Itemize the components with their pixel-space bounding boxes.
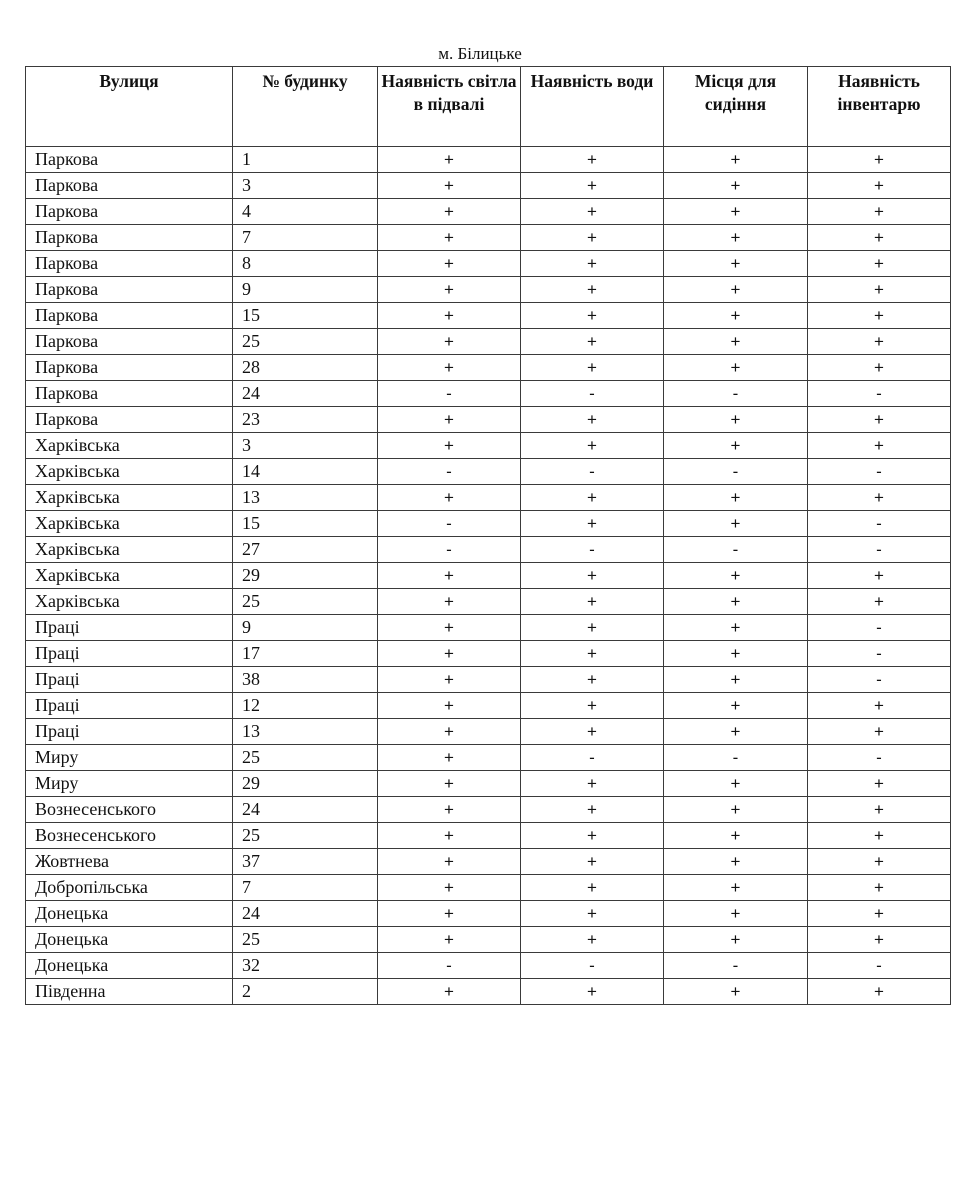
inventory-cell: -: [808, 667, 951, 693]
light-cell: -: [378, 953, 521, 979]
inventory-cell: +: [808, 693, 951, 719]
street-cell: Праці: [26, 719, 233, 745]
light-cell: +: [378, 615, 521, 641]
seats-cell: +: [664, 433, 808, 459]
light-cell: +: [378, 979, 521, 1005]
house-number-cell: 29: [233, 771, 378, 797]
water-cell: +: [521, 147, 664, 173]
seats-cell: -: [664, 381, 808, 407]
water-cell: +: [521, 771, 664, 797]
water-cell: +: [521, 667, 664, 693]
inventory-cell: +: [808, 823, 951, 849]
house-number-cell: 38: [233, 667, 378, 693]
light-cell: +: [378, 147, 521, 173]
house-number-cell: 14: [233, 459, 378, 485]
seats-cell: +: [664, 901, 808, 927]
house-number-cell: 24: [233, 381, 378, 407]
seats-cell: +: [664, 719, 808, 745]
water-cell: +: [521, 615, 664, 641]
header-inventory: Наявність інвентарю: [808, 67, 951, 147]
street-cell: Паркова: [26, 251, 233, 277]
house-number-cell: 24: [233, 901, 378, 927]
house-number-cell: 15: [233, 511, 378, 537]
water-cell: +: [521, 797, 664, 823]
table-row: [26, 745, 951, 771]
house-number-cell: 7: [233, 875, 378, 901]
water-cell: +: [521, 355, 664, 381]
water-cell: -: [521, 745, 664, 771]
water-cell: +: [521, 303, 664, 329]
house-number-cell: 13: [233, 485, 378, 511]
table-row: [26, 927, 951, 953]
seats-cell: +: [664, 927, 808, 953]
inventory-cell: -: [808, 641, 951, 667]
house-number-cell: 12: [233, 693, 378, 719]
street-cell: Паркова: [26, 329, 233, 355]
house-number-cell: 4: [233, 199, 378, 225]
inventory-cell: -: [808, 459, 951, 485]
light-cell: +: [378, 303, 521, 329]
street-cell: Вознесенського: [26, 823, 233, 849]
street-cell: Харківська: [26, 589, 233, 615]
table-row: [26, 537, 951, 563]
street-cell: Донецька: [26, 927, 233, 953]
table-row: [26, 511, 951, 537]
street-cell: Паркова: [26, 277, 233, 303]
street-cell: Харківська: [26, 563, 233, 589]
inventory-cell: -: [808, 381, 951, 407]
table-row: [26, 849, 951, 875]
street-cell: Миру: [26, 745, 233, 771]
water-cell: +: [521, 407, 664, 433]
table-row: [26, 303, 951, 329]
water-cell: +: [521, 511, 664, 537]
street-cell: Харківська: [26, 511, 233, 537]
table-row: [26, 199, 951, 225]
inventory-cell: +: [808, 173, 951, 199]
table-row: [26, 173, 951, 199]
water-cell: +: [521, 719, 664, 745]
table-row: [26, 485, 951, 511]
inventory-cell: +: [808, 355, 951, 381]
inventory-cell: -: [808, 537, 951, 563]
light-cell: +: [378, 589, 521, 615]
seats-cell: +: [664, 641, 808, 667]
street-cell: Харківська: [26, 459, 233, 485]
inventory-cell: +: [808, 303, 951, 329]
street-cell: Жовтнева: [26, 849, 233, 875]
light-cell: +: [378, 355, 521, 381]
water-cell: +: [521, 563, 664, 589]
light-cell: +: [378, 173, 521, 199]
table-row: [26, 667, 951, 693]
seats-cell: +: [664, 199, 808, 225]
house-number-cell: 25: [233, 589, 378, 615]
seats-cell: -: [664, 537, 808, 563]
water-cell: +: [521, 927, 664, 953]
inventory-cell: +: [808, 251, 951, 277]
house-number-cell: 9: [233, 615, 378, 641]
light-cell: +: [378, 849, 521, 875]
seats-cell: +: [664, 667, 808, 693]
inventory-cell: +: [808, 485, 951, 511]
inventory-cell: +: [808, 225, 951, 251]
street-cell: Паркова: [26, 355, 233, 381]
street-cell: Донецька: [26, 901, 233, 927]
table-row: [26, 147, 951, 173]
shelter-table: [25, 66, 951, 1005]
table-body: [26, 147, 951, 1005]
table-row: [26, 797, 951, 823]
water-cell: +: [521, 641, 664, 667]
seats-cell: +: [664, 407, 808, 433]
street-cell: Паркова: [26, 199, 233, 225]
inventory-cell: +: [808, 901, 951, 927]
street-cell: Харківська: [26, 485, 233, 511]
light-cell: +: [378, 485, 521, 511]
inventory-cell: +: [808, 797, 951, 823]
table-row: [26, 355, 951, 381]
light-cell: +: [378, 251, 521, 277]
seats-cell: +: [664, 277, 808, 303]
inventory-cell: +: [808, 979, 951, 1005]
table-row: [26, 459, 951, 485]
table-header-row: [26, 67, 951, 147]
house-number-cell: 3: [233, 433, 378, 459]
seats-cell: +: [664, 485, 808, 511]
table-row: [26, 823, 951, 849]
table-row: [26, 693, 951, 719]
table-row: [26, 277, 951, 303]
inventory-cell: -: [808, 615, 951, 641]
table-row: [26, 589, 951, 615]
water-cell: +: [521, 849, 664, 875]
light-cell: +: [378, 563, 521, 589]
table-row: [26, 901, 951, 927]
house-number-cell: 37: [233, 849, 378, 875]
inventory-cell: +: [808, 407, 951, 433]
inventory-cell: -: [808, 745, 951, 771]
light-cell: +: [378, 225, 521, 251]
house-number-cell: 25: [233, 823, 378, 849]
table-row: [26, 875, 951, 901]
seats-cell: +: [664, 979, 808, 1005]
house-number-cell: 13: [233, 719, 378, 745]
inventory-cell: +: [808, 849, 951, 875]
seats-cell: +: [664, 797, 808, 823]
house-number-cell: 27: [233, 537, 378, 563]
light-cell: +: [378, 927, 521, 953]
water-cell: +: [521, 823, 664, 849]
street-cell: Паркова: [26, 173, 233, 199]
house-number-cell: 15: [233, 303, 378, 329]
street-cell: Паркова: [26, 303, 233, 329]
house-number-cell: 7: [233, 225, 378, 251]
house-number-cell: 25: [233, 329, 378, 355]
house-number-cell: 1: [233, 147, 378, 173]
water-cell: +: [521, 485, 664, 511]
table-row: [26, 719, 951, 745]
seats-cell: +: [664, 693, 808, 719]
light-cell: +: [378, 823, 521, 849]
table-row: [26, 225, 951, 251]
seats-cell: +: [664, 563, 808, 589]
light-cell: +: [378, 641, 521, 667]
inventory-cell: +: [808, 771, 951, 797]
light-cell: +: [378, 771, 521, 797]
house-number-cell: 2: [233, 979, 378, 1005]
street-cell: Праці: [26, 641, 233, 667]
seats-cell: +: [664, 251, 808, 277]
seats-cell: +: [664, 589, 808, 615]
street-cell: Паркова: [26, 407, 233, 433]
light-cell: +: [378, 667, 521, 693]
table-row: [26, 615, 951, 641]
light-cell: +: [378, 745, 521, 771]
light-cell: +: [378, 407, 521, 433]
table-row: [26, 407, 951, 433]
inventory-cell: +: [808, 147, 951, 173]
light-cell: +: [378, 875, 521, 901]
table-row: [26, 329, 951, 355]
street-cell: Праці: [26, 615, 233, 641]
inventory-cell: +: [808, 433, 951, 459]
seats-cell: +: [664, 225, 808, 251]
header-seats: Місця для сидіння: [664, 67, 808, 147]
table-row: [26, 381, 951, 407]
seats-cell: -: [664, 459, 808, 485]
light-cell: +: [378, 901, 521, 927]
inventory-cell: +: [808, 199, 951, 225]
street-cell: Паркова: [26, 225, 233, 251]
water-cell: +: [521, 901, 664, 927]
water-cell: +: [521, 277, 664, 303]
light-cell: +: [378, 277, 521, 303]
water-cell: +: [521, 199, 664, 225]
water-cell: +: [521, 433, 664, 459]
street-cell: Харківська: [26, 433, 233, 459]
table-row: [26, 433, 951, 459]
light-cell: +: [378, 199, 521, 225]
inventory-cell: -: [808, 953, 951, 979]
house-number-cell: 17: [233, 641, 378, 667]
seats-cell: +: [664, 329, 808, 355]
seats-cell: +: [664, 771, 808, 797]
table-row: [26, 979, 951, 1005]
house-number-cell: 28: [233, 355, 378, 381]
seats-cell: -: [664, 953, 808, 979]
table-row: [26, 771, 951, 797]
header-light: Наявність світла в підвалі: [378, 67, 521, 147]
house-number-cell: 8: [233, 251, 378, 277]
inventory-cell: +: [808, 589, 951, 615]
inventory-cell: +: [808, 719, 951, 745]
table-row: [26, 953, 951, 979]
seats-cell: +: [664, 849, 808, 875]
street-cell: Харківська: [26, 537, 233, 563]
light-cell: +: [378, 433, 521, 459]
light-cell: +: [378, 329, 521, 355]
house-number-cell: 25: [233, 745, 378, 771]
inventory-cell: +: [808, 927, 951, 953]
inventory-cell: +: [808, 875, 951, 901]
street-cell: Праці: [26, 693, 233, 719]
table-row: [26, 641, 951, 667]
street-cell: Миру: [26, 771, 233, 797]
water-cell: -: [521, 953, 664, 979]
house-number-cell: 24: [233, 797, 378, 823]
water-cell: +: [521, 875, 664, 901]
water-cell: -: [521, 459, 664, 485]
water-cell: +: [521, 589, 664, 615]
header-house-number: № будинку: [233, 67, 378, 147]
inventory-cell: +: [808, 329, 951, 355]
light-cell: -: [378, 537, 521, 563]
house-number-cell: 23: [233, 407, 378, 433]
inventory-cell: +: [808, 563, 951, 589]
seats-cell: +: [664, 303, 808, 329]
seats-cell: +: [664, 615, 808, 641]
table-caption: м. Білицьке: [438, 44, 522, 63]
seats-cell: +: [664, 173, 808, 199]
street-cell: Вознесенського: [26, 797, 233, 823]
light-cell: +: [378, 693, 521, 719]
street-cell: Донецька: [26, 953, 233, 979]
seats-cell: +: [664, 355, 808, 381]
light-cell: -: [378, 459, 521, 485]
water-cell: +: [521, 979, 664, 1005]
table-row: [26, 563, 951, 589]
house-number-cell: 29: [233, 563, 378, 589]
light-cell: -: [378, 511, 521, 537]
table-row: [26, 251, 951, 277]
inventory-cell: -: [808, 511, 951, 537]
water-cell: +: [521, 225, 664, 251]
street-cell: Праці: [26, 667, 233, 693]
water-cell: +: [521, 329, 664, 355]
water-cell: +: [521, 173, 664, 199]
street-cell: Паркова: [26, 147, 233, 173]
water-cell: +: [521, 693, 664, 719]
header-water: Наявність води: [521, 67, 664, 147]
light-cell: +: [378, 797, 521, 823]
light-cell: +: [378, 719, 521, 745]
seats-cell: +: [664, 875, 808, 901]
water-cell: -: [521, 381, 664, 407]
street-cell: Південна: [26, 979, 233, 1005]
street-cell: Паркова: [26, 381, 233, 407]
water-cell: +: [521, 251, 664, 277]
seats-cell: +: [664, 147, 808, 173]
inventory-cell: +: [808, 277, 951, 303]
street-cell: Добропільська: [26, 875, 233, 901]
seats-cell: +: [664, 823, 808, 849]
house-number-cell: 32: [233, 953, 378, 979]
house-number-cell: 25: [233, 927, 378, 953]
seats-cell: +: [664, 511, 808, 537]
water-cell: -: [521, 537, 664, 563]
house-number-cell: 3: [233, 173, 378, 199]
header-street: Вулиця: [26, 67, 233, 147]
seats-cell: -: [664, 745, 808, 771]
light-cell: -: [378, 381, 521, 407]
house-number-cell: 9: [233, 277, 378, 303]
